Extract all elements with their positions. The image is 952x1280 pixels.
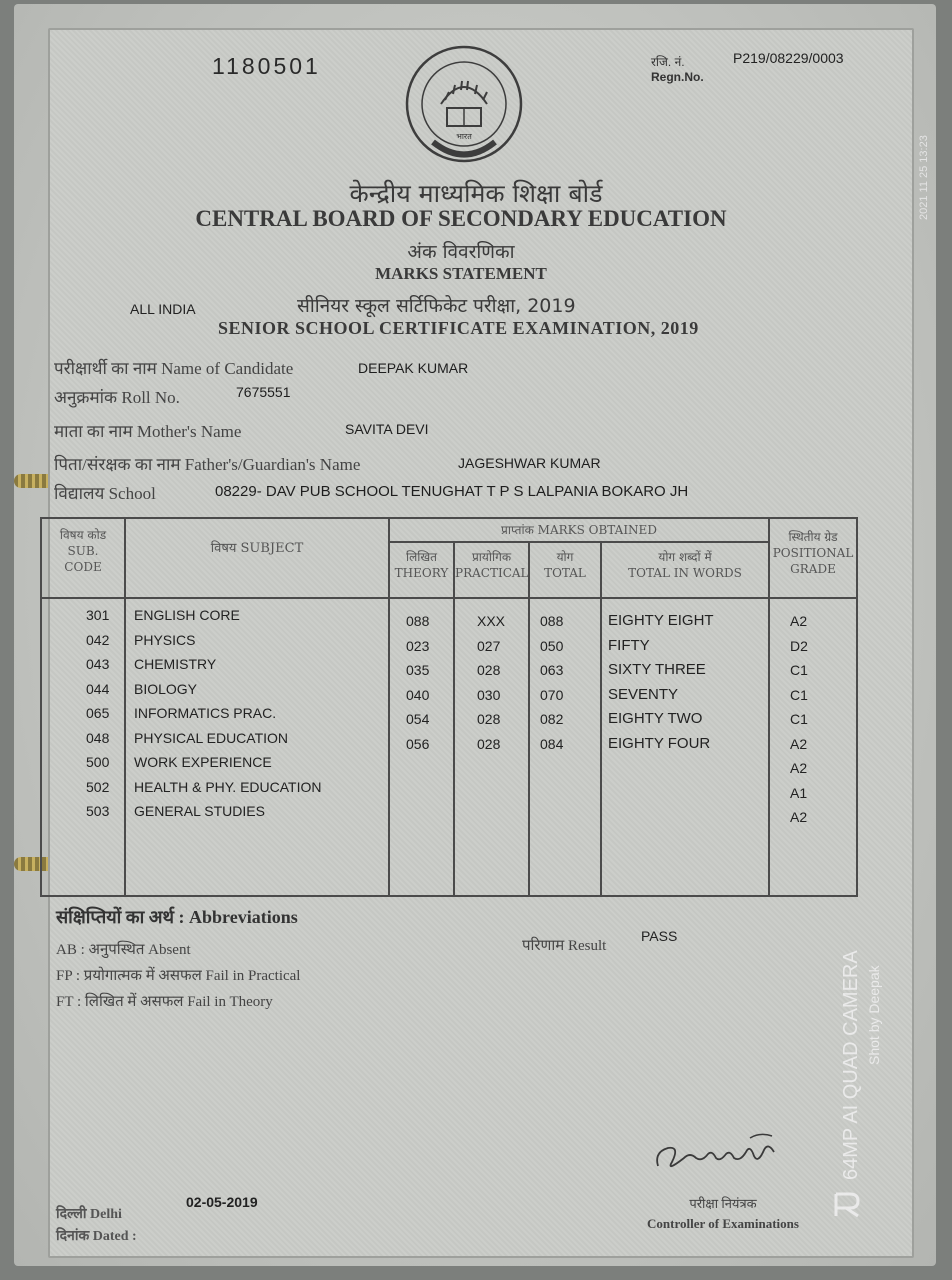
sub-code-header-en1: SUB. [67, 544, 99, 558]
theory-column [389, 598, 454, 896]
practical-column [454, 598, 529, 896]
total-cell: 084 [540, 735, 564, 752]
controller-title [628, 1194, 818, 1234]
total-column [529, 598, 601, 896]
emblem-bottom-text: भारत [456, 132, 472, 141]
marks-obtained-label: प्राप्तांक MARKS OBTAINED [390, 519, 768, 543]
words-cell: SEVENTY [608, 685, 679, 703]
theory-header [390, 543, 455, 597]
code-cell: 065 [86, 705, 110, 721]
camera-timestamp [918, 60, 934, 260]
words-header-en: TOTAL IN WORDS [628, 566, 742, 580]
marks-table [40, 517, 858, 897]
grade-header-en2: GRADE [790, 562, 836, 576]
total-cell: 063 [540, 662, 564, 678]
total-header-en: TOTAL [544, 566, 586, 580]
grade-cell: A2 [790, 809, 808, 825]
subject-cell: GENERAL STUDIES [134, 803, 265, 819]
regn-number: P219/08229/0003 [733, 50, 844, 66]
code-cell: 500 [86, 754, 110, 770]
scope-label: ALL INDIA [130, 301, 196, 317]
roll-number: 7675551 [236, 384, 291, 400]
issue-date: 02-05-2019 [186, 1194, 258, 1210]
subject-cell: ENGLISH CORE [134, 607, 240, 623]
total-cell: 070 [540, 686, 564, 703]
theory-header-en: THEORY [394, 566, 449, 580]
regn-label-en: Regn.No. [651, 70, 704, 84]
grade-cell: A2 [790, 613, 808, 629]
subject-cell: PHYSICAL EDUCATION [134, 729, 289, 746]
theory-header-hi: लिखित [405, 550, 437, 564]
theory-cell: 088 [406, 613, 430, 629]
father-name-label: पिता/संरक्षक का नाम Father's/Guardian's Name [54, 455, 361, 474]
abbreviations-title: संक्षिप्तियों का अर्थ : Abbreviations [56, 907, 298, 927]
practical-header-hi: प्रायोगिक [471, 550, 512, 564]
practical-cell: 028 [477, 711, 501, 727]
candidate-name: DEEPAK KUMAR [358, 360, 469, 376]
board-name-english: CENTRAL BOARD OF SECONDARY EDUCATION [195, 206, 727, 231]
theory-cell: 054 [406, 711, 430, 727]
abbreviation-item: FP : प्रयोगात्मक में असफल Fail in Practical [56, 968, 301, 984]
total-cell: 088 [540, 613, 564, 629]
grade-header-hi: स्थितीय ग्रेड [788, 530, 838, 544]
total-header [530, 543, 602, 597]
exam-name-english: SENIOR SCHOOL CERTIFICATE EXAMINATION, 2019 [218, 318, 699, 338]
code-column [41, 598, 125, 896]
subject-cell: PHYSICS [134, 631, 196, 648]
practical-cell: XXX [477, 613, 506, 629]
subject-header [125, 518, 389, 598]
words-header-hi: योग शब्दों में [658, 550, 712, 564]
statement-title-hindi: अंक विवरणिका [407, 241, 515, 263]
grade-header [769, 518, 857, 598]
practical-header [455, 543, 530, 597]
controller-title-en: Controller of Examinations [647, 1216, 799, 1231]
code-cell: 042 [86, 631, 110, 648]
sub-code-header [41, 518, 125, 598]
grade-cell: A1 [790, 784, 808, 801]
result-label: परिणाम Result [522, 938, 607, 954]
school-name: 08229- DAV PUB SCHOOL TENUGHAT T P S LALPANIA BOKARO JH [215, 483, 689, 500]
theory-cell: 023 [406, 637, 430, 654]
practical-cell: 027 [477, 637, 501, 654]
mother-name: SAVITA DEVI [345, 421, 429, 437]
table-body-row [41, 598, 857, 896]
result-value: PASS [641, 928, 678, 944]
grade-column [769, 598, 857, 896]
board-name-hindi: केन्द्रीय माध्यमिक शिक्षा बोर्ड [349, 179, 603, 208]
subject-cell: HEALTH & PHY. EDUCATION [134, 778, 322, 795]
camera-watermark-line1: 64MP AI QUAD CAMERA [840, 950, 862, 1180]
roll-label: अनुक्रमांक Roll No. [54, 388, 180, 407]
subject-header-label: विषय SUBJECT [210, 541, 304, 556]
camera-brand-logo-icon [832, 1190, 862, 1220]
grade-cell: D2 [790, 637, 808, 654]
theory-cell: 035 [406, 662, 430, 678]
words-header [602, 543, 768, 597]
grade-cell: A2 [790, 760, 808, 776]
theory-cell: 056 [406, 735, 430, 752]
place-label: दिल्ली Delhi [56, 1207, 122, 1222]
words-cell: EIGHTY FOUR [608, 734, 711, 752]
total-cell: 050 [540, 637, 564, 654]
dated-label: दिनांक Dated : [56, 1229, 137, 1244]
words-cell: EIGHTY EIGHT [608, 612, 714, 629]
grade-cell: A2 [790, 735, 808, 752]
camera-watermark [808, 890, 888, 1220]
words-cell: FIFTY [608, 636, 650, 654]
code-cell: 044 [86, 680, 110, 697]
cbse-emblem-icon [403, 42, 525, 168]
father-name: JAGESHWAR KUMAR [458, 455, 601, 471]
abbreviation-item: FT : लिखित में असफल Fail in Theory [56, 994, 273, 1010]
total-cell: 082 [540, 711, 564, 727]
subject-cell: BIOLOGY [134, 680, 198, 697]
statement-title-english: MARKS STATEMENT [375, 264, 547, 283]
words-cell: SIXTY THREE [608, 661, 706, 678]
subject-cell: WORK EXPERIENCE [134, 754, 272, 770]
theory-cell: 040 [406, 686, 430, 703]
camera-watermark-line2: Shot by Deepak [866, 965, 882, 1065]
camera-timestamp-text: 2021 11 25 13:23 [918, 135, 930, 220]
grade-cell: C1 [790, 662, 808, 678]
subject-cell: INFORMATICS PRAC. [134, 705, 277, 721]
grade-header-en1: POSITIONAL [772, 546, 854, 560]
practical-cell: 030 [477, 686, 501, 703]
regn-label [651, 55, 704, 85]
regn-label-hi: रजि. नं. [651, 55, 685, 69]
school-label: विद्यालय School [54, 484, 156, 503]
table-header-row [41, 518, 857, 598]
words-column [601, 598, 769, 896]
footer-place-date-labels [56, 1204, 137, 1248]
abbreviations-list [56, 937, 300, 1015]
exam-name-hindi: सीनियर स्कूल सर्टिफिकेट परीक्षा, 2019 [297, 295, 576, 317]
sub-code-header-en2: CODE [64, 560, 102, 574]
practical-cell: 028 [477, 735, 501, 752]
code-cell: 503 [86, 803, 110, 819]
code-cell: 043 [86, 656, 110, 672]
grade-cell: C1 [790, 686, 808, 703]
words-cell: EIGHTY TWO [608, 710, 703, 727]
subject-column [125, 598, 389, 896]
practical-cell: 028 [477, 662, 501, 678]
sub-code-header-hi: विषय कोड [59, 528, 107, 542]
candidate-name-label: परीक्षार्थी का नाम Name of Candidate [54, 359, 294, 378]
marks-obtained-header [389, 518, 769, 598]
certificate-number: 1180501 [212, 53, 321, 79]
code-cell: 301 [86, 607, 110, 623]
abbreviation-item: AB : अनुपस्थित Absent [56, 942, 191, 958]
mother-name-label: माता का नाम Mother's Name [54, 422, 242, 441]
grade-cell: C1 [790, 711, 808, 727]
controller-signature [650, 1128, 790, 1178]
code-cell: 502 [86, 778, 110, 795]
practical-header-en: PRACTICAL [455, 566, 529, 580]
code-cell: 048 [86, 729, 110, 746]
total-header-hi: योग [556, 550, 574, 564]
controller-title-hi: परीक्षा नियंत्रक [689, 1196, 757, 1211]
subject-cell: CHEMISTRY [134, 656, 217, 672]
